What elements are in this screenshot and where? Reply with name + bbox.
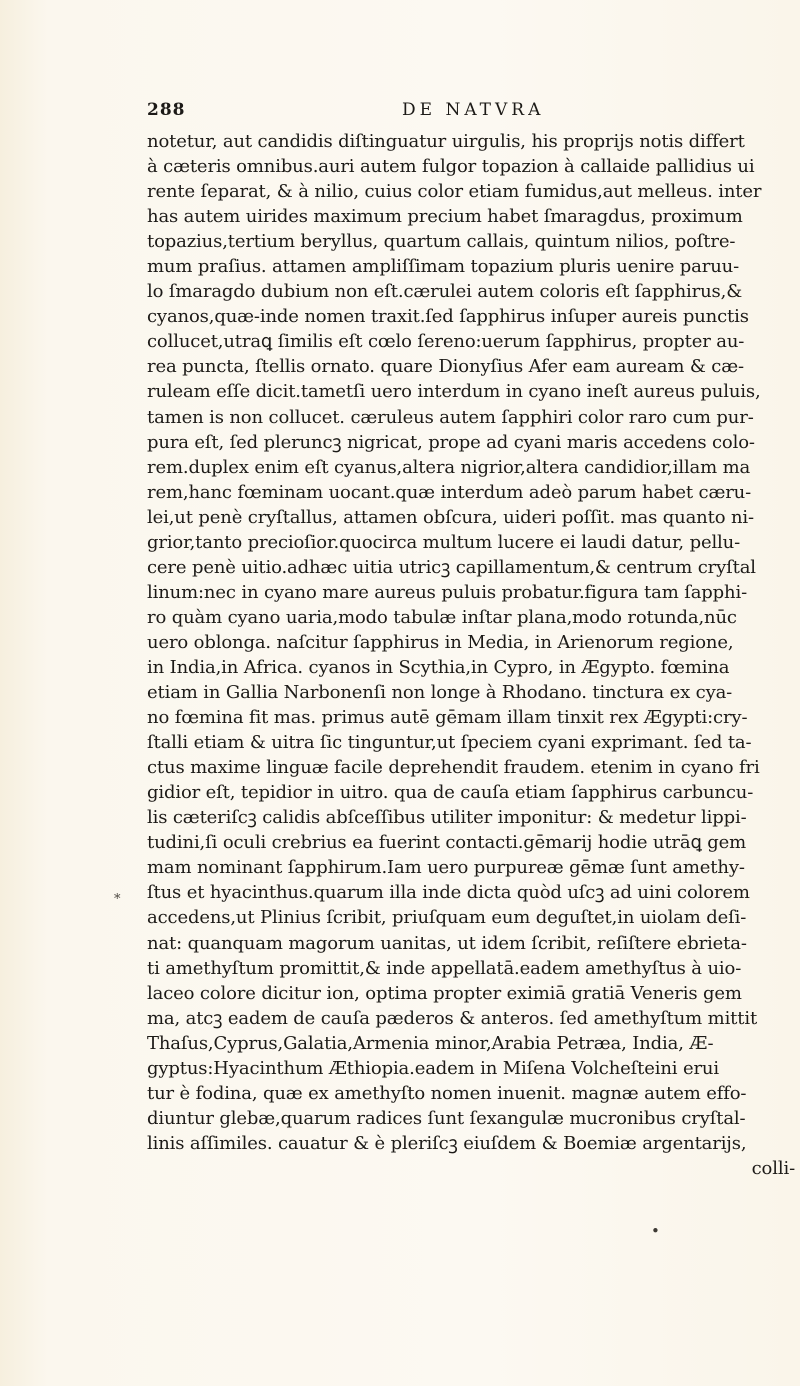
page-number: 288 (147, 100, 186, 120)
text-line: tudini,ſi oculi crebrius ea fuerint contacti.gēmarij hodie utrāꝗ gem (147, 832, 747, 854)
text-block (147, 129, 795, 1181)
text-line: ſtalli etiam & uitra ſic tinguntur,ut ſpeciem cyani exprimant. ſed ta- (147, 732, 752, 754)
text-line: topazius,tertium beryllus, quartum callais, quintum nilios, poſtre- (147, 231, 736, 253)
text-line: ti amethyſtum promittit,& inde appellatā.eadem amethyſtus à uio- (147, 957, 742, 979)
text-line: grior,tanto precioſior.quocirca multum lucere ei laudi datur, pellu- (147, 531, 741, 553)
catchword: colli- (751, 1157, 795, 1179)
text-line: ctus maxime linguæ facile deprehendit fraudem. etenim in cyano fri (147, 757, 760, 779)
text-line: ſtus et hyacinthus.quarum illa inde dicta quòd uſcꝫ ad uini colorem (147, 882, 750, 904)
text-line: lis cæteriſcꝫ calidis abſceſſibus utiliter imponitur: & medetur lippi- (147, 807, 747, 829)
text-line: linum:nec in cyano mare aureus puluis probatur.figura tam ſapphi- (147, 581, 748, 603)
text-line: tamen is non collucet. cæruleus autem ſapphiri color raro cum pur- (147, 406, 754, 428)
text-line: ma, atcꝫ eadem de cauſa pæderos & anteros. ſed amethyſtum mittit (147, 1007, 758, 1029)
text-line: mam nominant ſapphirum.Iam uero purpureæ gēmæ ſunt amethy- (147, 857, 745, 879)
text-line: pura eſt, ſed pleruncꝫ nigricat, prope ad cyani maris accedens colo- (147, 431, 755, 453)
text-line: cere penè uitio.adhæc uitia utricꝫ capillamentum,& centrum cryſtal (147, 556, 756, 578)
text-line: collucet,utraꝗ ſimilis eſt cœlo ſereno:uerum ſapphirus, propter au- (147, 331, 745, 353)
text-line: accedens,ut Plinius ſcribit, priuſquam eum deguſtet,in uiolam deſi- (147, 907, 747, 929)
text-line: nat: quanquam magorum uanitas, ut idem ſcribit, reſiſtere ebrieta- (147, 932, 747, 954)
ink-dot: • (651, 1222, 660, 1240)
text-line: lei,ut penè cryſtallus, attamen obſcura, uideri poſſit. mas quanto ni- (147, 506, 754, 528)
text-line: gyptus:Hyacinthum Æthiopia.eadem in Miſena Volcheſteini erui (147, 1057, 719, 1079)
text-line: rente ſeparat, & à nilio, cuius color etiam fumidus,aut melleus. inter (147, 181, 762, 203)
text-line: uero oblonga. naſcitur ſapphirus in Media, in Arienorum regione, (147, 631, 734, 653)
margin-mark: * (114, 892, 121, 907)
text-line: tur è fodina, quæ ex amethyſto nomen inuenit. magnæ autem effo- (147, 1082, 747, 1104)
text-line: lo ſmaragdo dubium non eſt.cærulei autem coloris eſt ſapphirus,& (147, 281, 743, 303)
running-head: DE NATVRA (402, 100, 545, 120)
text-line: ruleam eſſe dicit.tametſi uero interdum in cyano ineſt aureus puluis, (147, 381, 761, 403)
text-line: laceo colore dicitur ion, optima propter eximiā gratiā Veneris gem (147, 982, 742, 1004)
text-line: gidior eſt, tepidior in uitro. qua de cauſa etiam ſapphirus carbuncu- (147, 782, 754, 804)
text-line: à cæteris omnibus.auri autem fulgor topazion à callaide pallidius ui (147, 156, 755, 178)
text-line: Thaſus,Cyprus,Galatia,Armenia minor,Arabia Petræa, India, Æ- (147, 1032, 714, 1054)
text-line: mum praſius. attamen ampliſſimam topazium pluris uenire paruu- (147, 256, 740, 278)
text-line: linis aſſimiles. cauatur & è pleriſcꝫ eiuſdem & Boemiæ argentarijs, (147, 1132, 747, 1154)
page-header (147, 100, 787, 124)
text-line: rem.duplex enim eſt cyanus,altera nigrior,altera candidior,illam ma (147, 456, 751, 478)
text-line: rea puncta, ſtellis ornato. quare Dionyſius Afer eam auream & cæ- (147, 356, 744, 378)
text-line: etiam in Gallia Narbonenſi non longe à Rhodano. tinctura ex cya- (147, 682, 733, 704)
text-line: rem,hanc fœminam uocant.quæ interdum adeò parum habet cæru- (147, 481, 752, 503)
text-line: diuntur glebæ,quarum radices ſunt ſexangulæ mucronibus cryſtal- (147, 1107, 746, 1129)
text-line: in India,in Africa. cyanos in Scythia,in Cypro, in Ægypto. fœmina (147, 656, 730, 678)
text-line: notetur, aut candidis diſtinguatur uirgulis, his proprijs notis differt (147, 131, 745, 152)
text-line: has autem uirides maximum precium habet ſmaragdus, proximum (147, 206, 743, 228)
text-line: cyanos,quæ-inde nomen traxit.ſed ſapphirus inſuper aureis punctis (147, 306, 749, 328)
text-line: no fœmina fit mas. primus autē gēmam illam tinxit rex Ægypti:cry- (147, 707, 748, 729)
text-line: ro quàm cyano uaria,modo tabulæ inſtar plana,modo rotunda,nūc (147, 606, 737, 628)
